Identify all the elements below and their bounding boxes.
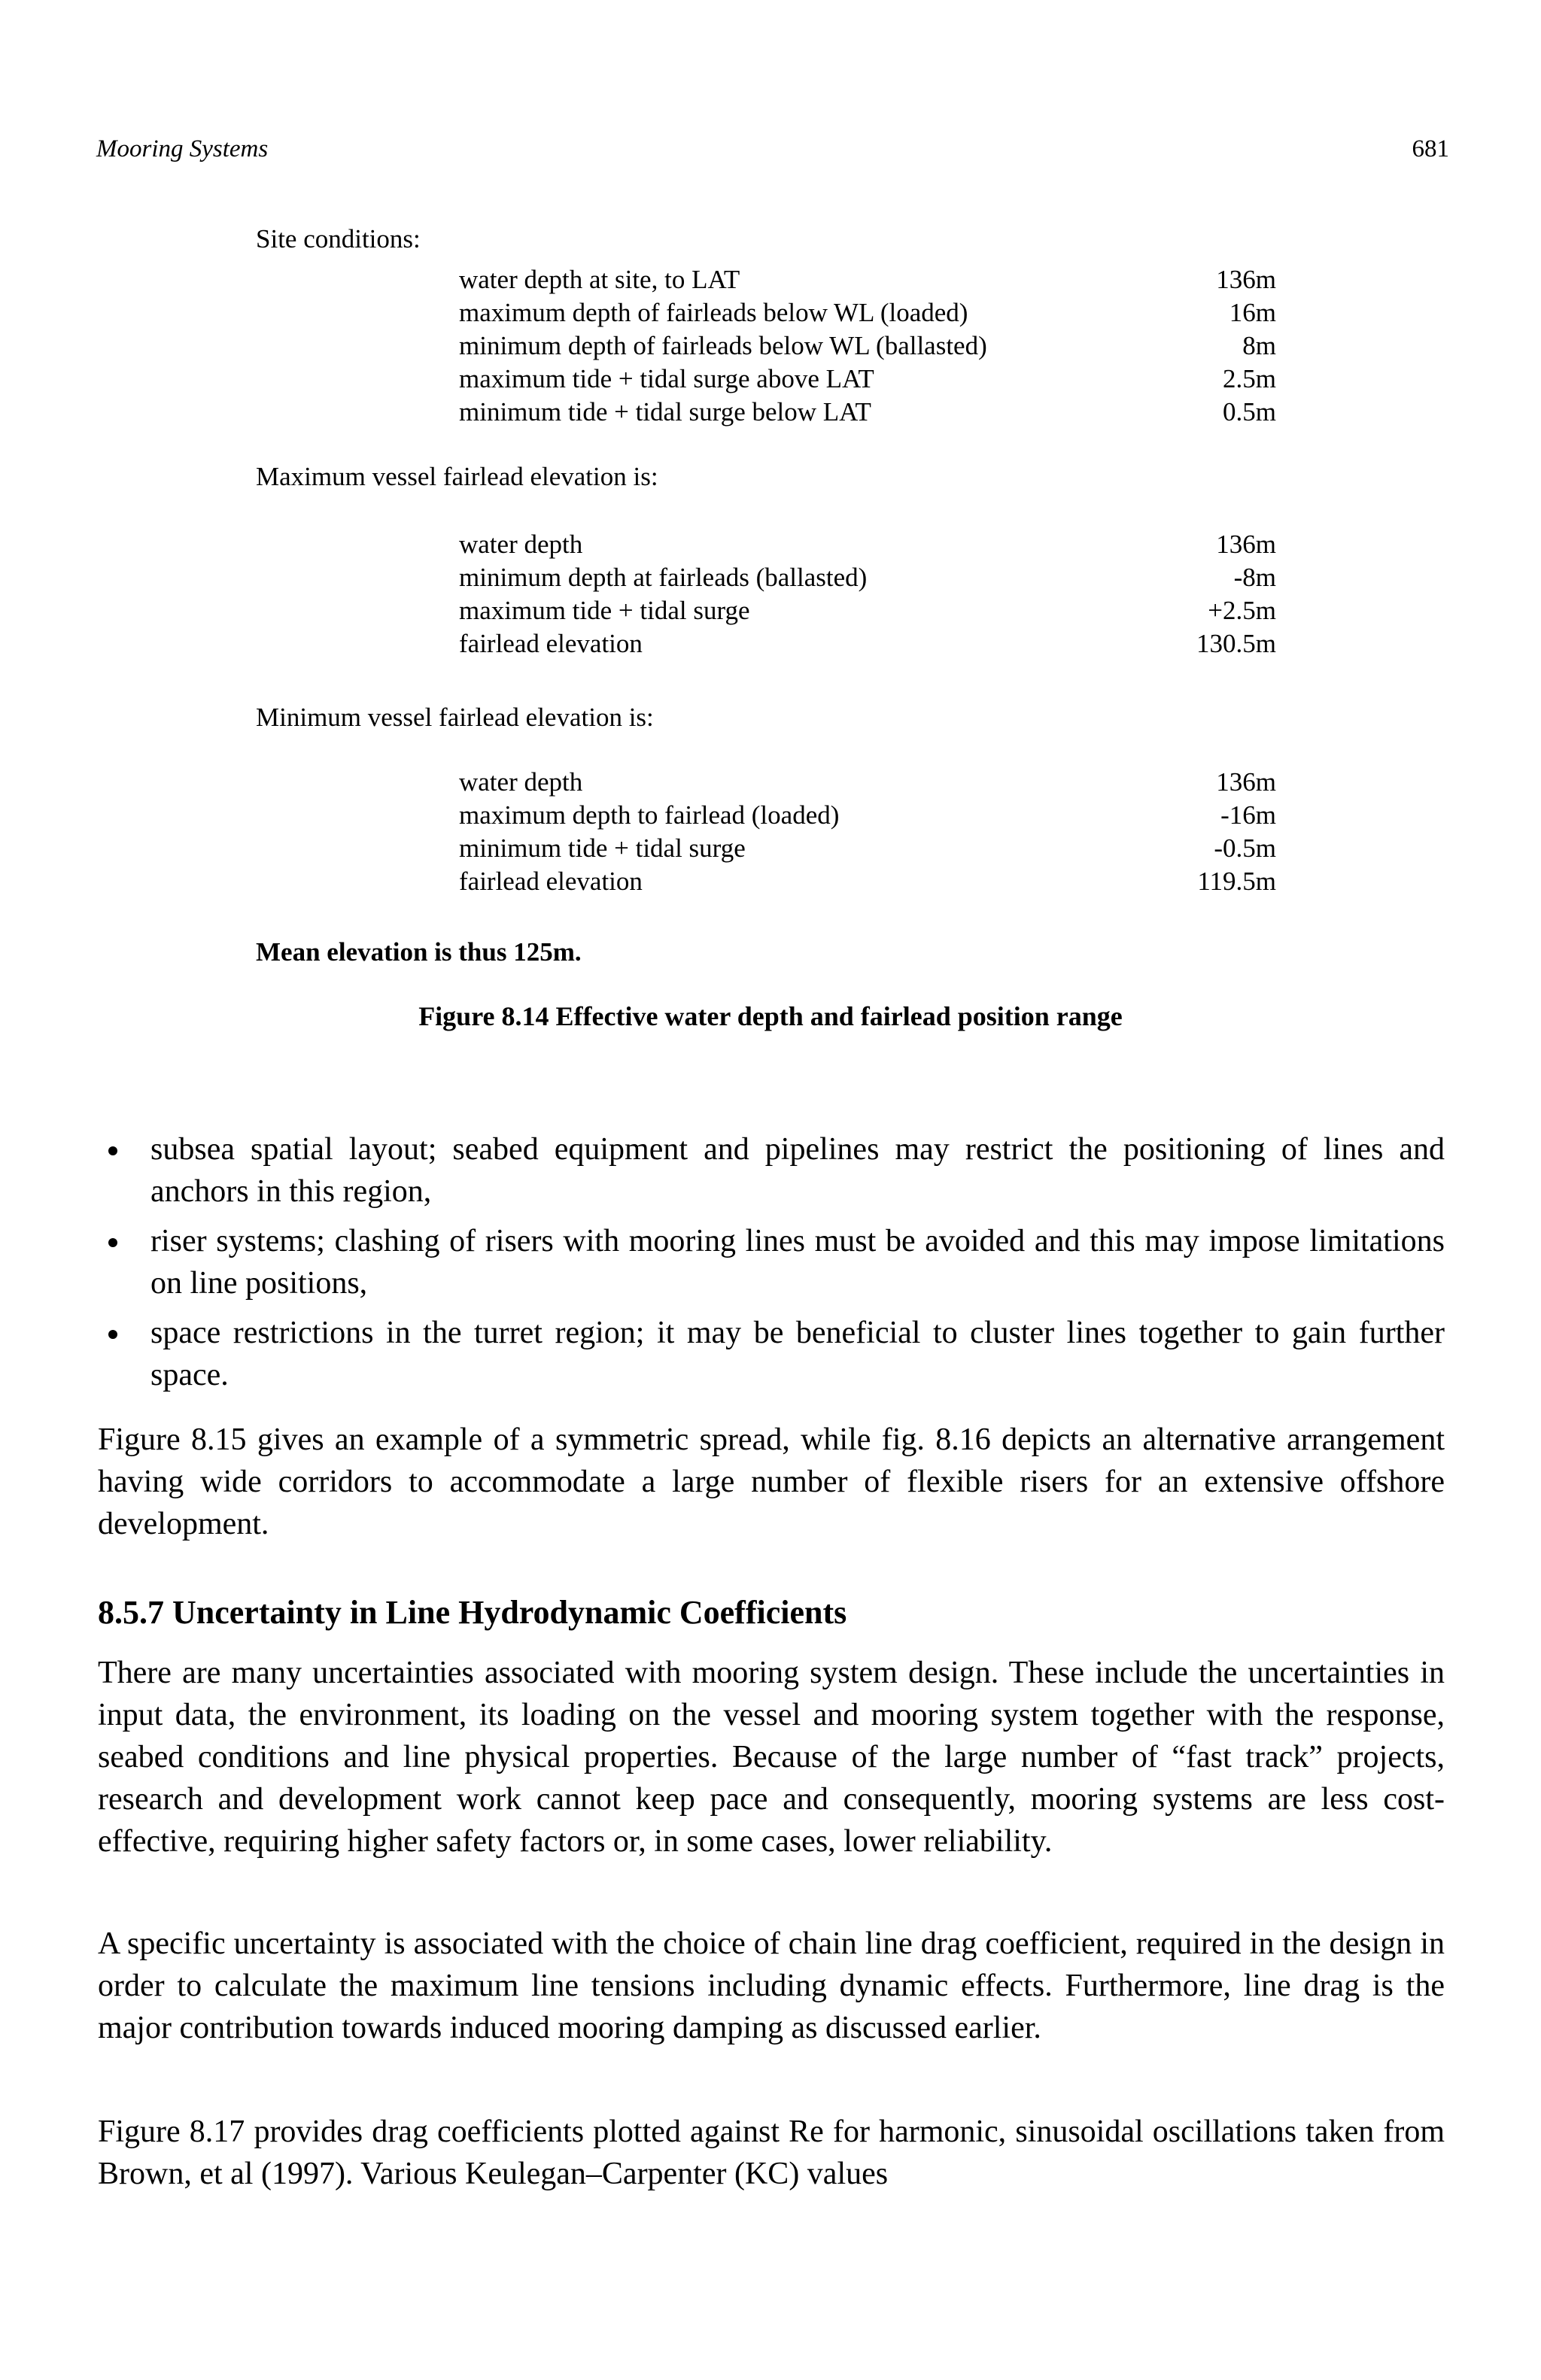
list-item <box>98 1312 1445 1396</box>
site-row-value: 2.5m <box>1223 364 1276 393</box>
paragraph: Figure 8.17 provides drag coefficients plotted against Re for harmonic, sinusoidal oscillations taken from Brown, et al (1997). Various Keulegan–Carpenter (KC) values <box>98 2114 1445 2191</box>
max-row-value: 130.5m <box>1196 629 1276 658</box>
max-row-value: -8m <box>1233 563 1276 592</box>
site-row-label: maximum depth of fairleads below WL (loaded) <box>459 298 968 327</box>
site-row-label: water depth at site, to LAT <box>459 265 740 294</box>
bullet-icon <box>108 1238 117 1247</box>
site-row-label: maximum tide + tidal surge above LAT <box>459 364 874 393</box>
min-row-label: water depth <box>459 767 583 797</box>
min-row-value: -16m <box>1220 800 1276 830</box>
max-row-label: maximum tide + tidal surge <box>459 596 750 625</box>
running-head-title: Mooring Systems <box>96 135 269 162</box>
max-row-label: fairlead elevation <box>459 629 643 658</box>
figure-caption <box>0 1000 1541 1032</box>
list-item-text: subsea spatial layout; seabed equipment and pipelines may restrict the positioning of lines and anchors in this region, <box>150 1132 1445 1209</box>
max-row-label: minimum depth at fairleads (ballasted) <box>459 563 868 592</box>
site-row-value: 16m <box>1229 298 1276 327</box>
list-item <box>98 1128 1445 1213</box>
min-row-label: minimum tide + tidal surge <box>459 833 746 863</box>
max-elevation-label: Maximum vessel fairlead elevation is: <box>256 462 658 491</box>
min-row-value: 119.5m <box>1197 867 1276 896</box>
site-conditions-label: Site conditions: <box>256 224 421 253</box>
min-row-value: 136m <box>1216 767 1276 797</box>
min-elevation-label: Minimum vessel fairlead elevation is: <box>256 703 654 732</box>
page-number: 681 <box>1412 135 1449 162</box>
min-row-label: fairlead elevation <box>459 867 643 896</box>
min-row-label: maximum depth to fairlead (loaded) <box>459 800 840 830</box>
max-row-label: water depth <box>459 530 583 559</box>
list-item-text: riser systems; clashing of risers with mooring lines must be avoided and this may impose limitations on line positions, <box>150 1224 1445 1301</box>
figure-caption-text: Figure 8.14 Effective water depth and fairlead position range <box>418 1001 1123 1031</box>
bullet-icon <box>108 1146 117 1155</box>
site-row-value: 8m <box>1242 331 1276 360</box>
bullet-icon <box>108 1330 117 1339</box>
bullet-list <box>98 1128 1445 1404</box>
list-item-text: space restrictions in the turret region; it may be beneficial to cluster lines together to gain further space. <box>150 1316 1445 1392</box>
paragraph: There are many uncertainties associated with mooring system design. These include the uncertainties in input data, the environment, its loading on the vessel and mooring system together with the response, seabed conditions and line physical properties. Because of the large number of “fast track” projects, research and development work cannot keep pace and consequently, mooring systems are less cost-effective, requiring higher safety factors or, in some cases, lower reliability. <box>98 1656 1445 1859</box>
site-row-value: 136m <box>1216 265 1276 294</box>
mean-elevation-text: Mean elevation is thus 125m. <box>256 937 582 967</box>
max-row-value: 136m <box>1216 530 1276 559</box>
list-item <box>98 1220 1445 1304</box>
site-row-value: 0.5m <box>1223 397 1276 427</box>
section-heading: 8.5.7 Uncertainty in Line Hydrodynamic Coefficients <box>98 1594 847 1631</box>
paragraph: Figure 8.15 gives an example of a symmetric spread, while fig. 8.16 depicts an alternative arrangement having wide corridors to accommodate a large number of flexible risers for an extensive offshore development. <box>98 1422 1445 1541</box>
site-row-label: minimum depth of fairleads below WL (ballasted) <box>459 331 987 360</box>
max-row-value: +2.5m <box>1208 596 1276 625</box>
site-row-label: minimum tide + tidal surge below LAT <box>459 397 871 427</box>
min-row-value: -0.5m <box>1214 833 1276 863</box>
paragraph: A specific uncertainty is associated with the choice of chain line drag coefficient, required in the design in order to calculate the maximum line tensions including dynamic effects. Furthermore, line drag is the major contribution towards induced mooring damping as discussed earlier. <box>98 1926 1445 2045</box>
